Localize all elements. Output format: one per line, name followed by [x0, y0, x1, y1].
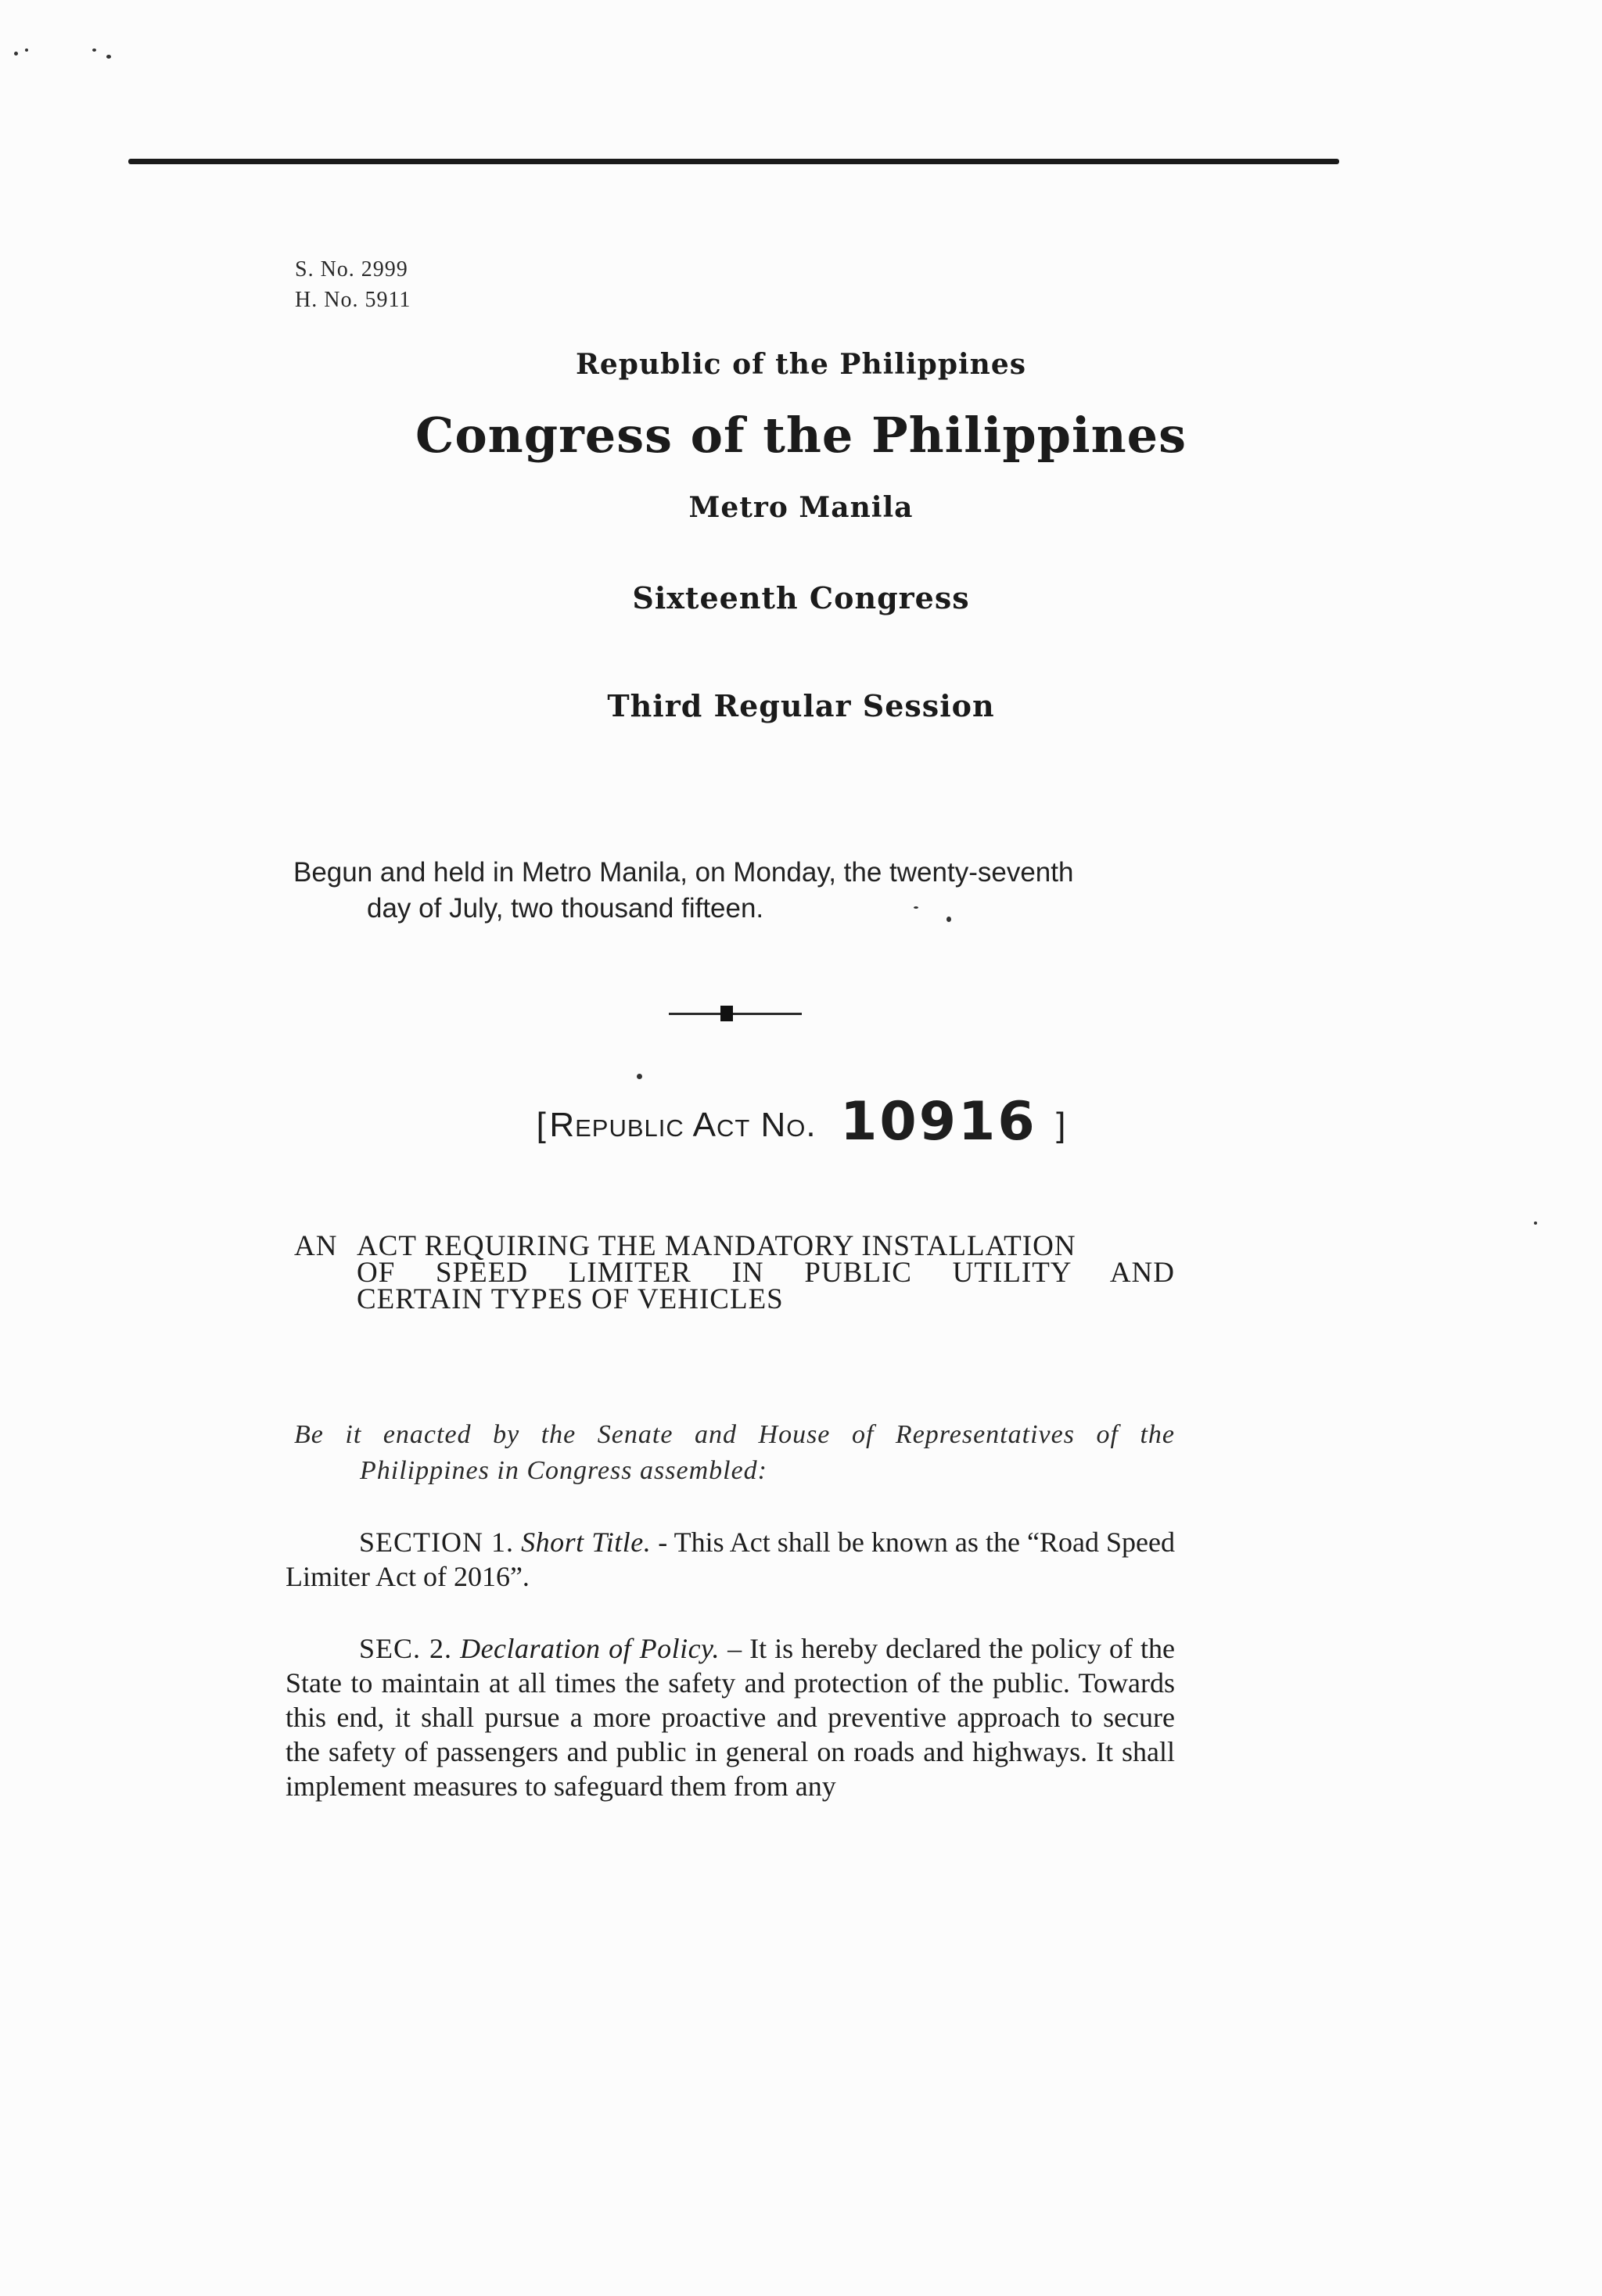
scan-speck	[92, 48, 96, 52]
act-title-row-2	[294, 1257, 1175, 1289]
section-1-label: SECTION 1.	[359, 1526, 515, 1558]
section-2	[286, 1631, 1175, 1803]
scan-speck	[1534, 1222, 1537, 1225]
scan-speck	[25, 48, 28, 52]
bill-numbers	[295, 254, 411, 315]
section-2-label: SEC. 2.	[359, 1633, 453, 1664]
republic-heading: Republic of the Philippines	[575, 348, 1027, 381]
session-heading: Third Regular Session	[607, 688, 995, 723]
republic-act-number: 10916	[840, 1091, 1037, 1153]
begun-statement	[293, 855, 1073, 927]
scan-speck	[106, 55, 111, 59]
enacting-clause	[294, 1417, 1175, 1489]
open-bracket: [	[536, 1106, 546, 1144]
congress-number-heading: Sixteenth Congress	[632, 580, 970, 615]
begun-line-2: day of July, two thousand fifteen.	[367, 893, 764, 924]
section-2-text: – It is hereby declared the policy of the State to maintain at all times the safety and protection of the public. Towards this end, it shall pursue a more proactive and preventive approach to secure the safety of passengers and public in general on roads and highways. It shall implement measures to safeguard them from any	[286, 1633, 1176, 1802]
act-title-line-3: CERTAIN TYPES OF VEHICLES	[357, 1283, 784, 1315]
close-bracket: ]	[1056, 1106, 1066, 1144]
act-title-line-1: ACT REQUIRING THE MANDATORY INSTALLATION	[357, 1230, 1076, 1262]
enacting-clause-line-1: Be it enacted by the Senate and House of Representatives of the	[294, 1420, 1175, 1449]
ornamental-divider	[669, 1013, 802, 1015]
republic-act-number-line	[0, 1091, 1602, 1153]
act-title-row-1	[294, 1230, 1175, 1262]
section-2-heading: Declaration of Policy.	[460, 1633, 720, 1664]
section-1-text: - This Act shall be known as the “Road Speed Limiter Act of 2016”.	[286, 1526, 1176, 1592]
act-title	[294, 1230, 1175, 1315]
section-1-heading: Short Title.	[521, 1526, 652, 1558]
scan-speck	[14, 52, 18, 56]
senate-bill-number: S. No. 2999	[295, 257, 408, 282]
scan-speck	[637, 1074, 642, 1079]
section-1	[286, 1525, 1175, 1594]
congress-heading: Congress of the Philippines	[415, 407, 1187, 464]
divider-ornament	[720, 1006, 733, 1021]
act-title-lead: AN	[294, 1230, 338, 1262]
enacting-clause-line-2: Philippines in Congress assembled:	[360, 1456, 767, 1485]
republic-act-label: Republic Act No.	[549, 1106, 817, 1144]
begun-line-1: Begun and held in Metro Manila, on Monday, the twenty-seventh	[293, 857, 1074, 888]
location-heading: Metro Manila	[688, 491, 914, 524]
act-title-line-2: OF SPEED LIMITER IN PUBLIC UTILITY AND	[357, 1257, 1175, 1289]
house-bill-number: H. No. 5911	[295, 288, 411, 312]
top-rule	[128, 159, 1339, 164]
